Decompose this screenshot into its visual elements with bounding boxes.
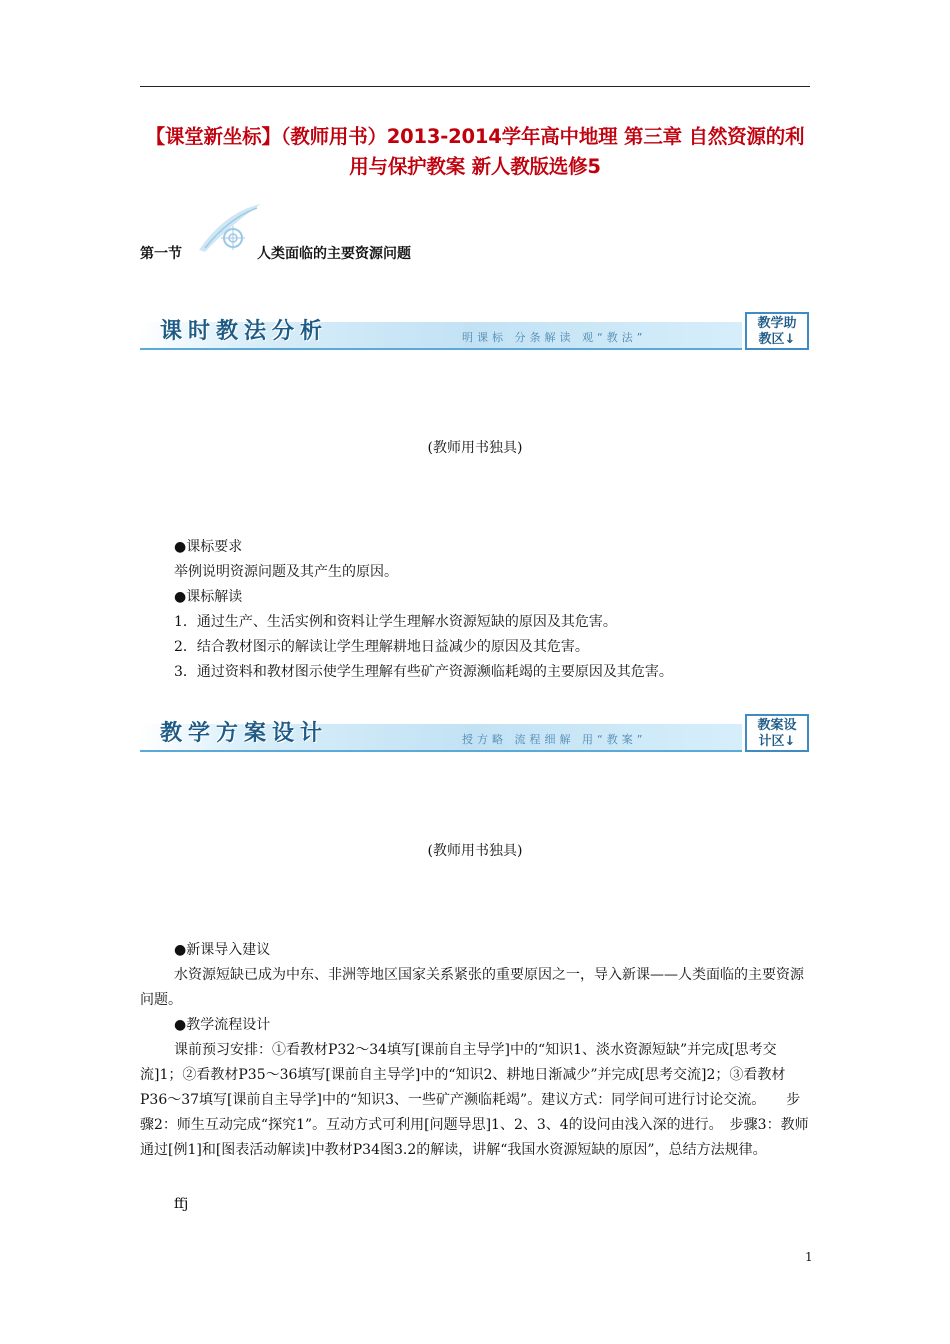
- interpretation-item: 2．结合教材图示的解读让学生理解耕地日益减少的原因及其危害。: [174, 639, 589, 655]
- interpretation-item: 1．通过生产、生活实例和资料让学生理解水资源短缺的原因及其危害。: [174, 614, 617, 630]
- teacher-only-note: (教师用书独具): [427, 843, 523, 859]
- banner-box: [745, 714, 809, 752]
- standard-text: 举例说明资源问题及其产生的原因。: [174, 564, 398, 580]
- intro-text: 水资源短缺已成为中东、非洲等地区国家关系紧张的重要原因之一，导入新课——人类面临的主要资源问题。: [140, 967, 804, 1008]
- flow-text: 课前预习安排：①看教材P32～34填写[课前自主导学]中的“知识1、淡水资源短缺”并完成[思考交流]1；②看教材P35～36填写[课前自主导学]中的“知识2、耕地日渐减少”并完成[思考交流]2；③看教材P36～37填写[课前自主导学]中的“知识3、一些矿产濒临耗竭”。建议方式：同学间可进行讨论交流。 步骤2：师生互动完成“探究1”。互动方式可利用[问题导思]1、2、3、4的设问由浅入深的进行。 步骤3：教师通过[例1]和[图表活动解读]中教材P34图3.2的解读，讲解“我国水资源短缺的原因”，总结方法规律。: [140, 1042, 809, 1158]
- document-title: 【课堂新坐标】（教师用书）2013-2014学年高中地理 第三章 自然资源的利用与保护教案 新人教版选修5: [145, 125, 805, 178]
- banner-subtitle: 明课标 分条解读 观“教法”: [462, 331, 647, 344]
- section-heading: [140, 236, 810, 270]
- banner-box-line1: 教案设: [757, 718, 797, 733]
- page-number: 1: [805, 1250, 813, 1264]
- banner-box-line2: 计区↓: [758, 734, 796, 749]
- intro-heading: ●新课导入建议: [174, 942, 271, 958]
- banner-box-line2: 教区↓: [758, 332, 796, 347]
- interpretation-item: 3．通过资料和教材图示使学生理解有些矿产资源濒临耗竭的主要原因及其危害。: [174, 664, 673, 680]
- section-number: 第一节: [140, 246, 182, 262]
- teacher-only-note: (教师用书独具): [427, 440, 523, 456]
- banner-box: [745, 312, 809, 350]
- section-name: 人类面临的主要资源问题: [257, 246, 411, 262]
- banner-title: 课时教法分析: [160, 318, 329, 344]
- header-rule: [140, 86, 810, 87]
- standard-heading: ●课标要求: [174, 539, 243, 555]
- interpretation-heading: ●课标解读: [174, 589, 243, 605]
- banner-box-line1: 教学助: [757, 316, 797, 331]
- flow-tail: ffj: [174, 1196, 189, 1212]
- banner-title: 教学方案设计: [160, 720, 329, 746]
- banner-subtitle: 授方略 流程细解 用“教案”: [462, 733, 647, 746]
- banner-teaching-plan: [140, 714, 812, 754]
- flow-heading: ●教学流程设计: [174, 1017, 271, 1033]
- banner-lesson-analysis: [140, 312, 812, 352]
